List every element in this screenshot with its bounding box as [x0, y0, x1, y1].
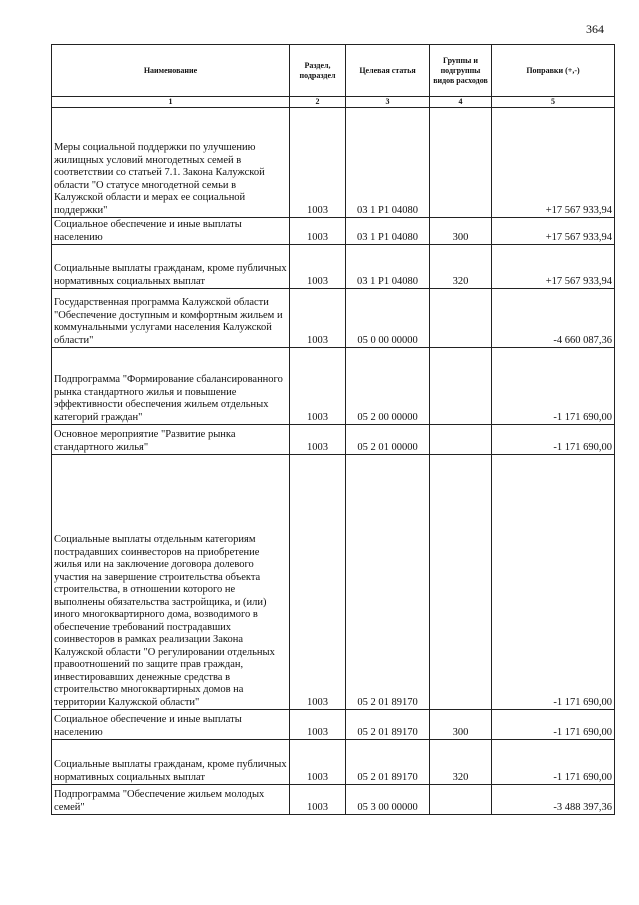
- row-target: 03 1 P1 04080: [346, 245, 430, 289]
- header-target: Целевая статья: [346, 45, 430, 97]
- row-section: 1003: [290, 289, 346, 348]
- row-group: [430, 455, 492, 710]
- row-name: Подпрограмма "Обеспечение жильем молодых семей": [52, 785, 290, 815]
- row-name: Основное мероприятие "Развитие рынка стандартного жилья": [52, 425, 290, 455]
- row-amount: +17 567 933,94: [492, 218, 615, 245]
- table-row: [52, 218, 615, 245]
- header-amendments: Поправки (+,-): [492, 45, 615, 97]
- row-target: 03 1 P1 04080: [346, 218, 430, 245]
- row-group: [430, 348, 492, 425]
- row-group: [430, 289, 492, 348]
- row-amount: -1 171 690,00: [492, 710, 615, 740]
- row-section: 1003: [290, 425, 346, 455]
- row-target: 05 2 01 89170: [346, 740, 430, 785]
- row-amount: -3 488 397,36: [492, 785, 615, 815]
- row-target: 03 1 P1 04080: [346, 108, 430, 218]
- table-row: [52, 348, 615, 425]
- row-section: 1003: [290, 108, 346, 218]
- table-row: [52, 245, 615, 289]
- column-index: 3: [346, 97, 430, 108]
- table-row: [52, 108, 615, 218]
- row-target: 05 2 00 00000: [346, 348, 430, 425]
- row-section: 1003: [290, 740, 346, 785]
- row-name: Подпрограмма "Формирование сбалансированного рынка стандартного жилья и повышение эффективности обеспечения жильем отдельных категорий граждан": [52, 348, 290, 425]
- row-amount: +17 567 933,94: [492, 245, 615, 289]
- row-amount: +17 567 933,94: [492, 108, 615, 218]
- row-target: 05 3 00 00000: [346, 785, 430, 815]
- column-index: 4: [430, 97, 492, 108]
- budget-amendments-table: [51, 44, 615, 815]
- column-index: 2: [290, 97, 346, 108]
- row-target: 05 0 00 00000: [346, 289, 430, 348]
- header-name: Наименование: [52, 45, 290, 97]
- row-group: 320: [430, 740, 492, 785]
- column-index: 1: [52, 97, 290, 108]
- table-row: [52, 455, 615, 710]
- row-target: 05 2 01 89170: [346, 455, 430, 710]
- header-row: [52, 45, 615, 97]
- row-amount: -1 171 690,00: [492, 425, 615, 455]
- column-index: 5: [492, 97, 615, 108]
- row-section: 1003: [290, 785, 346, 815]
- row-group: 320: [430, 245, 492, 289]
- row-group: [430, 425, 492, 455]
- row-amount: -1 171 690,00: [492, 740, 615, 785]
- row-name: Социальные выплаты гражданам, кроме публичных нормативных социальных выплат: [52, 740, 290, 785]
- column-index-row: [52, 97, 615, 108]
- row-name: Социальные выплаты гражданам, кроме публичных нормативных социальных выплат: [52, 245, 290, 289]
- row-name: Социальное обеспечение и иные выплаты населению: [52, 710, 290, 740]
- table-row: [52, 785, 615, 815]
- header-section: Раздел, подраздел: [290, 45, 346, 97]
- row-name: Социальные выплаты отдельным категориям пострадавших соинвесторов на приобретение жилья или на заключение договора долевого участия на завершение строительства объекта строительства, в отношении которого не выполнены обязательства застройщика, и (или) иного многоквартирного дома, возводимого в обеспечение требований пострадавших соинвесторов в рамках реализации Закона Калужской области "О регулировании отдельных правоотношений по защите прав граждан, инвестировавших денежные средства в строительство многоквартирных домов на территории Калужской области": [52, 455, 290, 710]
- page-number: 364: [586, 22, 604, 36]
- row-section: 1003: [290, 348, 346, 425]
- row-group: 300: [430, 218, 492, 245]
- table-row: [52, 740, 615, 785]
- row-section: 1003: [290, 218, 346, 245]
- row-group: [430, 108, 492, 218]
- table-row: [52, 289, 615, 348]
- row-section: 1003: [290, 455, 346, 710]
- table-row: [52, 425, 615, 455]
- table-row: [52, 710, 615, 740]
- row-section: 1003: [290, 710, 346, 740]
- row-amount: -4 660 087,36: [492, 289, 615, 348]
- row-target: 05 2 01 89170: [346, 710, 430, 740]
- row-amount: -1 171 690,00: [492, 455, 615, 710]
- row-name: Меры социальной поддержки по улучшению жилищных условий многодетных семей в соответствии со статьей 7.1. Закона Калужской области "О статусе многодетной семьи в Калужской области и мерах ее социальной поддержки": [52, 108, 290, 218]
- row-group: 300: [430, 710, 492, 740]
- row-amount: -1 171 690,00: [492, 348, 615, 425]
- row-name: Государственная программа Калужской области "Обеспечение доступным и комфортным жильем и коммунальными услугами населения Калужской области": [52, 289, 290, 348]
- row-name: Социальное обеспечение и иные выплаты населению: [52, 218, 290, 245]
- row-group: [430, 785, 492, 815]
- row-target: 05 2 01 00000: [346, 425, 430, 455]
- header-groups: Группы и подгруппы видов расходов: [430, 45, 492, 97]
- row-section: 1003: [290, 245, 346, 289]
